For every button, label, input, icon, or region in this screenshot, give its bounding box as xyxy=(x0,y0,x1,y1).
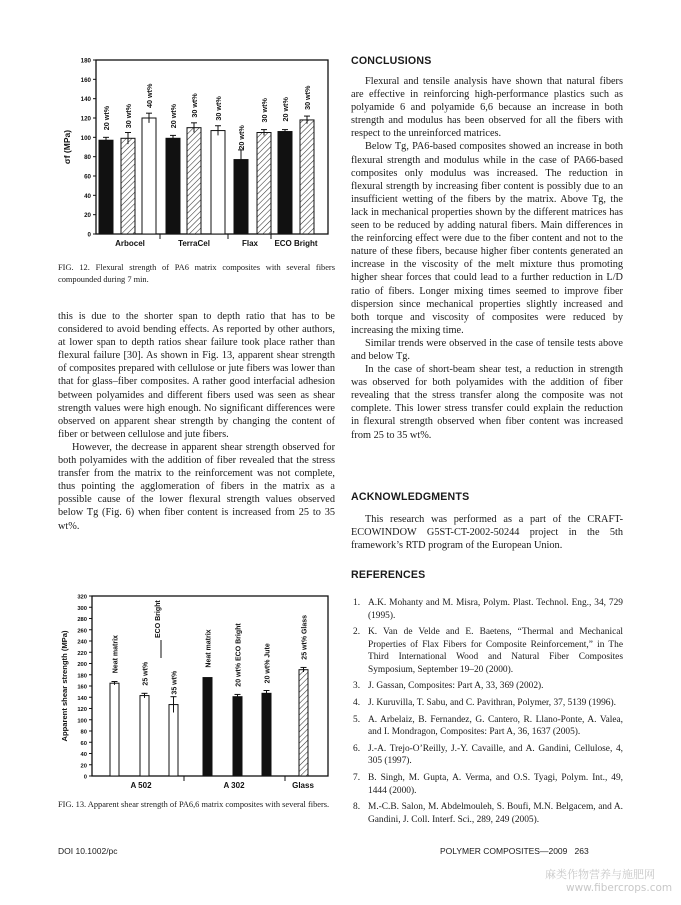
footer-page-number: 263 xyxy=(574,846,589,856)
bar-label: 30 wt% xyxy=(190,93,199,118)
y-tick-label: 180 xyxy=(80,57,91,65)
bar xyxy=(234,160,248,234)
bar xyxy=(211,131,225,234)
bar-group-label: ECO Bright xyxy=(155,600,162,638)
y-tick-label: 260 xyxy=(77,628,87,635)
bar xyxy=(99,140,113,234)
bar-label: 35 wt% xyxy=(171,670,179,695)
y-tick-label: 160 xyxy=(77,684,87,691)
reference-item xyxy=(351,680,623,693)
bar xyxy=(278,132,292,234)
bar-label: 40 wt% xyxy=(145,83,154,108)
references-list xyxy=(351,597,623,831)
footer-journal xyxy=(440,846,589,856)
bar-label: 20 wt% ECO Bright xyxy=(235,623,243,687)
figure-13-chart xyxy=(58,588,340,794)
bar xyxy=(121,138,135,234)
bar-label: 20 wt% xyxy=(169,103,178,129)
bar xyxy=(169,705,178,776)
reference-item xyxy=(351,697,623,710)
bar-label: Neat matrix xyxy=(112,635,120,674)
y-tick-label: 100 xyxy=(80,134,91,142)
reference-number: 8. xyxy=(353,802,361,813)
group-label: A 502 xyxy=(130,781,152,790)
references-heading: REFERENCES xyxy=(351,569,426,581)
reference-text: A.K. Mohanty and M. Misra, Polym. Plast. Technol. Eng., 34, 729 (1995). xyxy=(368,598,623,621)
reference-item xyxy=(351,626,623,676)
reference-text: J.-A. Trejo-O’Reilly, J.-Y. Cavaille, and A. Gandini, Cellulose, 4, 305 (1997). xyxy=(368,743,623,767)
reference-number: 3. xyxy=(353,681,361,692)
bar xyxy=(262,693,271,776)
figure-13-caption: FIG. 13. Apparent shear strength of PA6,6 matrix composites with several fibers. xyxy=(58,800,330,809)
y-axis-label: σf (MPa) xyxy=(62,129,72,165)
bar-label: 20 wt% xyxy=(102,105,111,131)
reference-text: M.-C.B. Salon, M. Abdelmouleh, S. Boufi, M.N. Belgacem, and A. Gandini, J. Coll. Interf. Sci., 289, 249 (2005). xyxy=(368,802,623,825)
reference-item xyxy=(351,743,623,768)
group-label: Arbocel xyxy=(115,239,145,248)
bar xyxy=(187,128,201,234)
reference-number: 7. xyxy=(353,773,361,784)
y-tick-label: 120 xyxy=(77,707,87,713)
y-tick-label: 80 xyxy=(80,729,87,736)
conclusions-heading: CONCLUSIONS xyxy=(351,55,432,67)
bar-label: 20 wt% xyxy=(281,97,290,122)
conclusions-text xyxy=(351,75,623,442)
bar-label: 30 wt% xyxy=(124,103,133,129)
footer-journal-name: POLYMER COMPOSITES—2009 xyxy=(440,846,568,856)
left-paragraph-1: this is due to the shorter span to depth ratio that has to be considered to avoid bending effects. As reported by other authors, at lower span to depth ratios shear failure took place rather than flexural failure [30]. As shown in Fig. 13, apparent shear strength of composites prepared with cellulose or jute fibers was lower than that for glass–fiber composites. A rather good interfacial adhesion between polyamides and different fibers used was seen as shear strength values were high enough. No significant differences were observed on apparent shear strength by changing the content of fiber or between cellulose and jute fibers. xyxy=(58,311,335,440)
conclusions-paragraph-2: Below Tg, PA6-based composites showed an increase in both flexural strength and modulus while in the case of PA66-based composites only modulus was increased. The reduction in flexural strength by increasing fiber content is possibly due to an insufficient wetting of the fibers by the matrix. Above Tg, the lack in mechanical properties shown by the different matrices has seen to be reduced by adding natural fibers. Main differences in the reinforcing effect were due to the fiber content and not to the nature of these fibers, because higher fiber contents generated an increase in the viscosity of the melt mixture thus promoting higher shear forces that could lead to a further reduction in L/D ratio of fibers. Longer mixing times seemed to improve fiber dispersion since mechanical properties slightly increased and both torque and viscosity of composites were reduced by increasing the mixing time. xyxy=(351,141,623,336)
bar-label: 20 wt% xyxy=(237,125,246,150)
conclusions-paragraph-4: In the case of short-beam shear test, a reduction in strength was observed for both polyamides with the addition of fiber revealing that the stress transfer along the composite was not complete. This lower stress transfer could explain the reduction in flexural strength observed when fiber content was increased from 25 to 35 wt%. xyxy=(351,364,623,441)
figure-12-chart xyxy=(58,48,340,256)
left-paragraph-2: However, the decrease in apparent shear strength observed for both polyamides with the addition of fiber revealed that the stress transfer from the matrix to the reinforcement was not complete, thus pointing the agglomeration of fibers in the matrix as a possible cause of the lower flexural strength values observed below Tg (Fig. 6) when fiber content is increased from 25 to 35 wt%. xyxy=(58,441,335,532)
y-tick-label: 280 xyxy=(77,617,87,623)
reference-text: J. Kuruvilla, T. Sabu, and C. Pavithran, Polymer, 37, 5139 (1996). xyxy=(368,698,616,709)
reference-number: 6. xyxy=(353,743,361,754)
bar-label: 30 wt% xyxy=(260,98,269,123)
y-tick-label: 240 xyxy=(77,639,87,646)
conclusions-paragraph-1: Flexural and tensile analysis have shown that natural fibers are effective in reinforcing high-performance plastics such as polyamide 6 and polyamide 6,6 because an increase in both strength and modulus has been observed for all the fibers with respect to the unreinforced matrices. xyxy=(351,76,623,140)
footer-doi: DOI 10.1002/pc xyxy=(58,846,118,856)
acknowledgments-heading: ACKNOWLEDGMENTS xyxy=(351,491,470,503)
y-tick-label: 160 xyxy=(80,76,91,84)
reference-number: 5. xyxy=(353,714,361,725)
y-tick-label: 60 xyxy=(80,740,87,747)
group-label: ECO Bright xyxy=(274,239,318,248)
y-axis-label: Apparent shear strength (MPa) xyxy=(60,630,69,742)
bar-label: 25 wt% Glass xyxy=(301,614,309,660)
y-tick-label: 180 xyxy=(77,673,87,680)
reference-item xyxy=(351,597,623,622)
reference-item xyxy=(351,714,623,739)
group-label: TerraCel xyxy=(178,239,210,248)
y-tick-label: 40 xyxy=(84,192,91,200)
group-label: Glass xyxy=(292,781,314,790)
y-tick-label: 220 xyxy=(77,650,87,657)
left-column-text xyxy=(58,310,335,533)
bar xyxy=(299,670,308,776)
reference-number: 4. xyxy=(353,698,361,709)
reference-item xyxy=(351,801,623,826)
y-tick-label: 60 xyxy=(84,173,91,181)
reference-text: K. Van de Velde and E. Baetens, “Thermal and Mechanical Properties of Flax Fibers for Composite Reinforcement,” in The Third International Wood and Natural Fiber Composites Symposium, September 19–20 (2000). xyxy=(368,627,623,675)
acknowledgments-text xyxy=(351,513,623,552)
group-label: A 302 xyxy=(223,781,245,790)
bar xyxy=(257,133,271,235)
y-tick-label: 140 xyxy=(77,695,87,702)
y-tick-label: 0 xyxy=(83,774,87,781)
watermark-url: www.fibercrops.com xyxy=(566,882,673,894)
y-tick-label: 140 xyxy=(80,96,91,104)
bar xyxy=(300,120,314,234)
reference-number: 2. xyxy=(353,627,361,638)
bar xyxy=(233,697,242,776)
y-tick-label: 40 xyxy=(80,752,87,758)
y-tick-label: 100 xyxy=(77,718,87,725)
y-tick-label: 80 xyxy=(84,154,91,162)
acknowledgments-paragraph: This research was performed as a part of the CRAFT-ECOWINDOW G5ST-CT-2002-50244 project in the 5th framework’s RTD program of the European Union. xyxy=(351,514,623,552)
bar xyxy=(142,118,156,234)
y-tick-label: 0 xyxy=(87,231,91,239)
y-tick-label: 20 xyxy=(80,763,87,770)
bar-label: 20 wt% Jute xyxy=(264,643,272,684)
group-label: Flax xyxy=(241,239,259,248)
bar-label: 30 wt% xyxy=(214,96,223,121)
bar-label: 30 wt% xyxy=(303,85,312,110)
bar xyxy=(166,138,180,234)
reference-text: A. Arbelaiz, B. Fernandez, G. Cantero, R. Llano-Ponte, A. Valea, and I. Mondragon, Composites: Part A, 36, 1637 (2005). xyxy=(368,714,623,738)
bar xyxy=(140,696,149,776)
y-tick-label: 300 xyxy=(77,605,87,612)
bar-label: 25 wt% xyxy=(142,661,150,686)
reference-text: B. Singh, M. Gupta, A. Verma, and O.S. Tyagi, Polym. Int., 49, 1444 (2000). xyxy=(368,773,623,796)
figure-12-caption: FIG. 12. Flexural strength of PA6 matrix composites with several fibers compounded during 7 min. xyxy=(58,263,335,284)
conclusions-paragraph-3: Similar trends were observed in the case of tensile tests above and below Tg. xyxy=(351,337,623,362)
watermark-chinese: 麻类作物营养与施肥网 xyxy=(545,868,655,881)
reference-item xyxy=(351,772,623,797)
reference-number: 1. xyxy=(353,598,361,608)
y-tick-label: 120 xyxy=(80,115,91,123)
y-tick-label: 320 xyxy=(77,594,87,601)
bar xyxy=(203,678,212,776)
y-tick-label: 200 xyxy=(77,662,87,668)
bar-label: Neat matrix xyxy=(205,629,213,668)
reference-text: J. Gassan, Composites: Part A, 33, 369 (2002). xyxy=(368,681,544,692)
y-tick-label: 20 xyxy=(84,212,91,220)
bar xyxy=(110,683,119,776)
